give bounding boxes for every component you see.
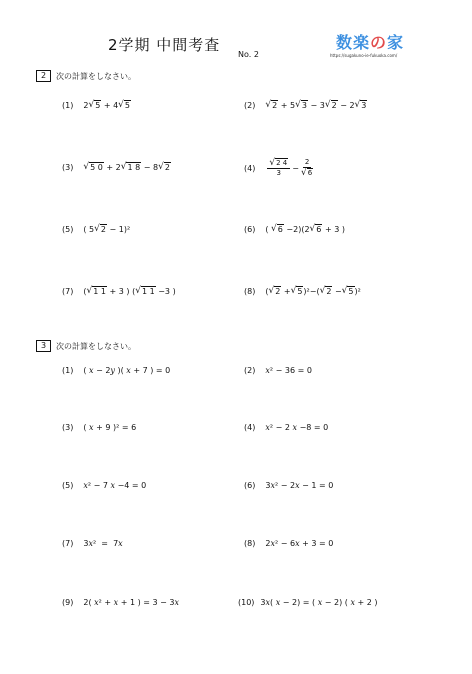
paren: ( [83, 224, 87, 234]
sqrt: √ 1 1 [135, 286, 155, 296]
term: 5 [289, 100, 296, 110]
equals: = [121, 423, 129, 432]
operator: + [280, 100, 288, 110]
term: 36 [284, 366, 296, 375]
radicand: 5 [95, 101, 101, 110]
sqrt: √ 2 [319, 286, 332, 296]
operator: − [340, 100, 347, 110]
radicand: 3 [361, 101, 367, 110]
problem-3-4: (4) x ² − 2 x − 8 = 0 [244, 423, 329, 432]
sqrt: √ 5 [290, 286, 303, 296]
term: 4 [124, 481, 130, 490]
exponent: ² [274, 481, 279, 490]
term: 3 [319, 100, 325, 110]
operator: − [275, 423, 283, 432]
paren: ( [83, 423, 87, 432]
equals: = [297, 366, 305, 375]
exponent: ² [92, 539, 97, 548]
variable: x [126, 366, 131, 375]
problem-label: (7) [62, 539, 74, 548]
radicand: 1 1 [93, 287, 106, 296]
paren: ) [297, 598, 301, 607]
variable: x [94, 598, 99, 607]
variable: x [295, 481, 300, 490]
variable: x [292, 423, 298, 432]
radicand: 6 [277, 225, 283, 234]
operator: − [286, 224, 294, 234]
sqrt: √ 3 [354, 100, 367, 110]
operator: − [93, 481, 101, 490]
variable: x [110, 481, 116, 490]
problem-label: (9) [62, 598, 74, 607]
term: 9 [105, 423, 111, 432]
problem-label: (3) [62, 162, 74, 172]
term: 3 [260, 598, 266, 607]
problem-label: (10) [238, 598, 255, 607]
sqrt: √ 1 8 [120, 162, 141, 172]
paren: ) [298, 224, 302, 234]
problem-3-7 [62, 539, 123, 548]
sqrt: √ 5 [118, 100, 131, 110]
sqrt: √ 6 [309, 224, 322, 234]
operator: − [282, 598, 290, 607]
term: 1 [129, 598, 136, 607]
problem-2-2 [244, 100, 367, 110]
problem-label: (8) [244, 539, 256, 548]
equals: = [302, 598, 310, 607]
equals: = [155, 366, 163, 375]
paren: ) [339, 598, 343, 607]
term: 6 [131, 423, 137, 432]
problem-label: (5) [62, 481, 74, 490]
paren: ) [126, 286, 130, 296]
term: 2 [83, 100, 89, 110]
problem-label: (1) [62, 100, 74, 110]
problem-label: (2) [244, 100, 256, 110]
term: 3 [265, 481, 271, 490]
problem-2-7 [62, 286, 176, 296]
paren: ) [117, 366, 121, 375]
operator: − [299, 423, 307, 432]
fraction [267, 158, 290, 178]
term: 6 [289, 539, 296, 548]
operator: − [96, 366, 103, 375]
operator: − [109, 224, 117, 234]
problem-label: (7) [62, 286, 74, 296]
logo-part-3: 家 [387, 33, 405, 52]
equals: = [143, 598, 150, 607]
section-2-number: 2 [36, 70, 51, 82]
exponent: ² [357, 286, 361, 296]
equals: = [101, 539, 108, 548]
problem-label: (6) [244, 224, 256, 234]
problem-2-3 [62, 162, 171, 172]
paren: ( [83, 366, 87, 375]
radicand: 5 0 [90, 163, 103, 172]
paren: ) [354, 286, 358, 296]
paren: ( [344, 598, 348, 607]
radicand: 5 [124, 101, 131, 110]
page-number: No. 2 [238, 50, 259, 59]
paren: ( [312, 598, 316, 607]
term: 2 [284, 423, 290, 432]
term: 7 [102, 481, 108, 490]
operator: + [96, 423, 103, 432]
variable: x [89, 423, 94, 432]
operator: − [143, 162, 151, 172]
paren: ( [120, 366, 124, 375]
variable: y [110, 366, 115, 375]
radicand: 2 [275, 287, 281, 296]
term: 4 [113, 100, 119, 110]
operator: − [292, 163, 299, 173]
radicand: 6 [316, 225, 322, 234]
radicand: 1 1 [141, 287, 155, 296]
denominator: 3 [276, 169, 282, 177]
term: 7 [113, 539, 119, 548]
variable: x [275, 598, 281, 607]
variable: x [113, 598, 119, 607]
paren: ( [132, 286, 136, 296]
variable: x [89, 366, 94, 375]
exponent: ² [269, 366, 274, 375]
operator: + [357, 598, 365, 607]
operator: − [117, 481, 125, 490]
term: 2 [115, 162, 121, 172]
paren: ) [123, 224, 127, 234]
problem-2-1 [62, 100, 131, 110]
variable: x [174, 598, 180, 607]
term: 5 [89, 224, 95, 234]
radicand: 3 [301, 101, 307, 110]
problem-3-1: (1) ( x − 2 y ) ( x + 7 ) = 0 [62, 366, 171, 375]
variable: x [350, 598, 355, 607]
radicand: 2 [272, 101, 278, 110]
problem-label: (2) [244, 366, 256, 375]
term: 2 [349, 100, 355, 110]
paren: ( [265, 286, 269, 296]
equals: = [319, 481, 326, 490]
variable: x [265, 366, 270, 375]
problem-label: (4) [244, 163, 256, 173]
operator: − [280, 539, 288, 548]
site-logo [336, 30, 404, 53]
variable: x [118, 539, 123, 548]
variable: x [317, 598, 323, 607]
radicand: 6 [307, 169, 313, 177]
term: 3 [311, 539, 317, 548]
paren: ) [112, 423, 117, 432]
term: 8 [153, 162, 159, 172]
problem-label: (8) [244, 286, 256, 296]
problem-3-8: (8) 2 x ² − 6 x + 3 = 0 [244, 539, 334, 548]
radicand: 5 [348, 287, 354, 296]
exponent: ² [306, 286, 310, 296]
paren: ) [374, 598, 378, 607]
operator: − [275, 366, 283, 375]
problem-2-8 [244, 286, 361, 296]
problem-3-9 [62, 598, 179, 607]
sqrt: √ 2 [265, 100, 278, 110]
term: 2 [289, 481, 296, 490]
operator: − [280, 481, 288, 490]
paren: ) [303, 286, 307, 296]
term: 2 [83, 598, 89, 607]
section-3-number: 3 [36, 340, 51, 352]
variable: x [270, 539, 275, 548]
sqrt: √ 5 [341, 286, 354, 296]
operator: + [302, 539, 309, 548]
paren: ( [265, 224, 269, 234]
term: 2 [293, 224, 299, 234]
term: 3 [118, 286, 124, 296]
sqrt: √ 2 [324, 100, 337, 110]
section-2-instruction: 次の計算をしなさい。 [56, 71, 136, 81]
operator: + [103, 100, 111, 110]
operator: − [160, 598, 167, 607]
term: 1 [311, 481, 317, 490]
fraction [301, 158, 313, 178]
paren: ( [88, 598, 92, 607]
section-2-heading [36, 70, 136, 82]
operator: − [310, 100, 318, 110]
exponent: ² [87, 481, 92, 490]
exponent: ² [116, 423, 120, 432]
operator: − [324, 598, 332, 607]
paren: ) [137, 598, 141, 607]
problem-label: (3) [62, 423, 74, 432]
numerator: 2 [304, 158, 310, 166]
term: 2 [334, 598, 340, 607]
term: 1 [118, 224, 124, 234]
sqrt: √ 1 1 [86, 286, 106, 296]
sqrt: √ 2 [268, 286, 281, 296]
radicand: 5 [297, 287, 303, 296]
variable: x [83, 481, 88, 490]
paren: ) [150, 366, 154, 375]
paren: ) [341, 224, 345, 234]
logo-url: https://sugakuno-ie-fukuoka.com/ [330, 53, 398, 58]
sqrt: √ 5 [88, 100, 101, 110]
operator: − [158, 286, 165, 296]
exponent: ² [274, 539, 279, 548]
problem-3-10 [238, 598, 378, 607]
paren: ( [301, 224, 305, 234]
term: 8 [306, 423, 312, 432]
term: 2 [105, 366, 111, 375]
term: 3 [152, 598, 158, 607]
sqrt: √ 3 [295, 100, 307, 110]
operator: + [120, 598, 128, 607]
operator: + [283, 286, 291, 296]
radicand: 2 [164, 163, 170, 172]
operator: + [324, 224, 332, 234]
variable: x [265, 423, 270, 432]
sqrt: √ 6 [300, 168, 313, 178]
operator: + [133, 366, 141, 375]
term: 2 [292, 598, 298, 607]
problem-2-6 [244, 224, 345, 234]
equals: = [319, 539, 326, 548]
problem-3-5: (5) x ² − 7 x − 4 = 0 [62, 481, 147, 490]
paren: ) [172, 286, 176, 296]
section-3-heading [36, 340, 136, 352]
problem-label: (4) [244, 423, 256, 432]
term: 2 [304, 224, 310, 234]
term: 2 [265, 539, 271, 548]
sqrt: √ 5 0 [83, 162, 103, 172]
paren: ( [316, 286, 320, 296]
term: 3 [164, 286, 171, 296]
problem-label: (1) [62, 366, 74, 375]
equals: = [313, 423, 321, 432]
paren: ( [83, 286, 87, 296]
term: 7 [142, 366, 148, 375]
operator: + [104, 598, 112, 607]
term: 2 [366, 598, 372, 607]
page-title: 2学期 中間考査 [108, 36, 221, 54]
paren: ( [270, 598, 274, 607]
term: 3 [334, 224, 340, 234]
variable: x [270, 481, 275, 490]
problem-2-4 [244, 158, 315, 178]
variable: x [265, 598, 271, 607]
variable: x [88, 539, 93, 548]
radicand: 2 [331, 101, 337, 110]
variable: x [295, 539, 300, 548]
operator: − [302, 481, 309, 490]
section-3-instruction: 次の計算をしなさい。 [56, 341, 136, 351]
operator: − [309, 286, 317, 296]
radicand: 2 [326, 287, 332, 296]
operator: + [106, 162, 114, 172]
problem-3-3 [62, 423, 136, 432]
logo-part-2: の [370, 33, 388, 52]
operator: + [109, 286, 117, 296]
radicand: 1 8 [127, 163, 141, 172]
exponent: ² [98, 598, 102, 607]
sqrt: √ 2 [158, 162, 170, 172]
sqrt: √ 2 [94, 224, 106, 234]
problem-label: (5) [62, 224, 74, 234]
radicand: 2 [100, 225, 106, 234]
radicand: 2 4 [276, 159, 288, 167]
term: 3 [169, 598, 175, 607]
sqrt: √ 2 4 [269, 158, 288, 168]
problem-3-6: (6) 3 x ² − 2 x − 1 = 0 [244, 481, 334, 490]
operator: − [334, 286, 342, 296]
term: 3 [83, 539, 89, 548]
equals: = [131, 481, 139, 490]
problem-2-5 [62, 224, 130, 234]
problem-3-2: (2) x ² − 36 = 0 [244, 366, 312, 375]
sqrt: √ 6 [271, 224, 283, 234]
exponent: ² [126, 224, 131, 234]
logo-part-1: 数楽 [336, 33, 371, 52]
exponent: ² [269, 423, 274, 432]
problem-label: (6) [244, 481, 256, 490]
